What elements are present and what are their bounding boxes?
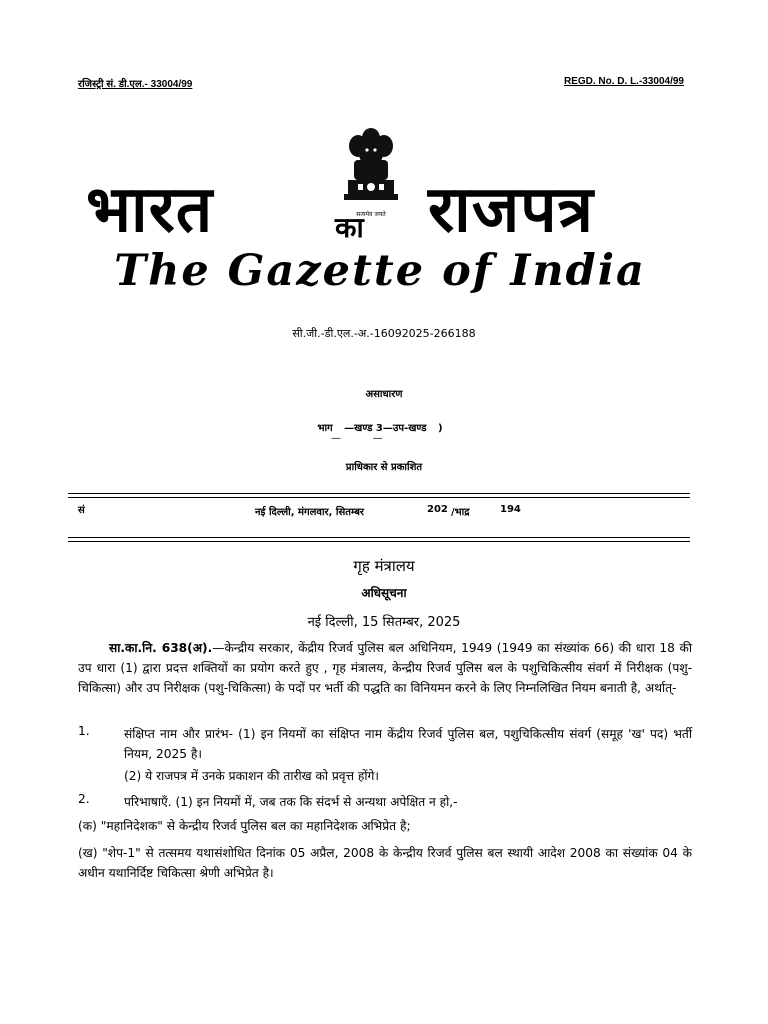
intro-paragraph	[78, 638, 692, 698]
authority-label: प्राधिकार से प्रकाशित	[345, 462, 423, 473]
item-2-number: 2.	[78, 792, 90, 806]
gsr-number: सा.का.नि. 638(अ).	[109, 641, 213, 655]
definition-kha: (ख) "शेप-1" से तत्समय यथासंशोधित दिनांक 05 अप्रैल, 2008 के केन्द्रीय रिजर्व पुलिस बल स्थायी आदेश 2008 का संख्यांक 04 के अधीन यथानिर्दिष्ट चिकित्सा श्रेणी अभिप्रेत है।	[78, 846, 692, 880]
title-hindi-ka: का	[335, 211, 364, 244]
section-label: —खण्ड 3—उप-खण्ड	[344, 423, 427, 434]
dash-marks: — —	[331, 433, 383, 444]
item-1-sub-2: (2) ये राजपत्र में उनके प्रकाशन की तारीख को प्रवृत्त होंगे।	[124, 769, 379, 783]
intro-text: —केन्द्रीय सरकार, केंद्रीय रिजर्व पुलिस बल अधिनियम, 1949 (1949 का संख्यांक 66) की धारा 18 की उप धारा (1) द्वारा प्रदत्त शक्तियों का प्रयोग करते हुए , गृह मंत्रालय, केन्द्रीय रिजर्व पुलिस बल के पशुचिकित्सीय संवर्ग में निरीक्षक (पशु-चिकित्सा) और उप निरीक्षक (पशु-चिकित्सा) के पदों पर भर्ती की पद्धति का विनियमन करने के लिए निम्नलिखित नियम बनाती है, अर्थात्-	[78, 641, 692, 695]
place-date: नई दिल्ली, 15 सितम्बर, 2025	[307, 615, 461, 630]
gazette-id: सी.जी.-डी.एल.-अ.-16092025-266188	[292, 327, 476, 340]
issue-shaka-year: 194	[500, 504, 521, 515]
item-1-text: संक्षिप्त नाम और प्रारंभ- (1) इन नियमों का संक्षिप्त नाम केंद्रीय रिजर्व पुलिस बल, पशुचिकित्सीय संवर्ग (समूह 'ख' पद) भर्ती नियम, 2025 है।	[124, 727, 692, 761]
part-section-line	[0, 420, 768, 434]
item-2-text: परिभाषाएँ. (1) इन नियमों में, जब तक कि संदर्भ से अन्यथा अपेक्षित न हो,-	[124, 795, 458, 809]
title-hindi-bharat: भारत	[86, 172, 214, 247]
registration-number-hindi: रजिस्ट्री सं. डी.एल.- 33004/99	[78, 79, 193, 90]
issue-bhadra: /भाद्र	[451, 507, 470, 518]
title-hindi-rajpatra: राजपत्र	[428, 172, 594, 247]
issue-date: नई दिल्ली, मंगलवार, सितम्बर	[255, 507, 365, 518]
part-label: भाग	[317, 423, 333, 434]
notification-heading: अधिसूचना	[361, 586, 407, 600]
divider-top	[68, 493, 690, 498]
emblem-motto: सत्यमेव जयते	[356, 211, 386, 218]
issue-number-label: सं	[78, 505, 85, 516]
issue-year: 202	[427, 504, 448, 515]
close-paren: )	[437, 423, 443, 434]
ministry-heading: गृह मंत्रालय	[353, 557, 415, 575]
registration-number-english: REGD. No. D. L.-33004/99	[563, 76, 684, 87]
definition-ka: (क) "महानिदेशक" से केन्द्रीय रिजर्व पुलिस बल का महानिदेशक अभिप्रेत है;	[78, 819, 411, 833]
extraordinary-label: असाधारण	[365, 389, 403, 400]
divider-bottom	[68, 537, 690, 542]
national-emblem-icon	[338, 124, 404, 222]
title-english: The Gazette of India	[114, 246, 646, 296]
item-1-number: 1.	[78, 724, 90, 738]
